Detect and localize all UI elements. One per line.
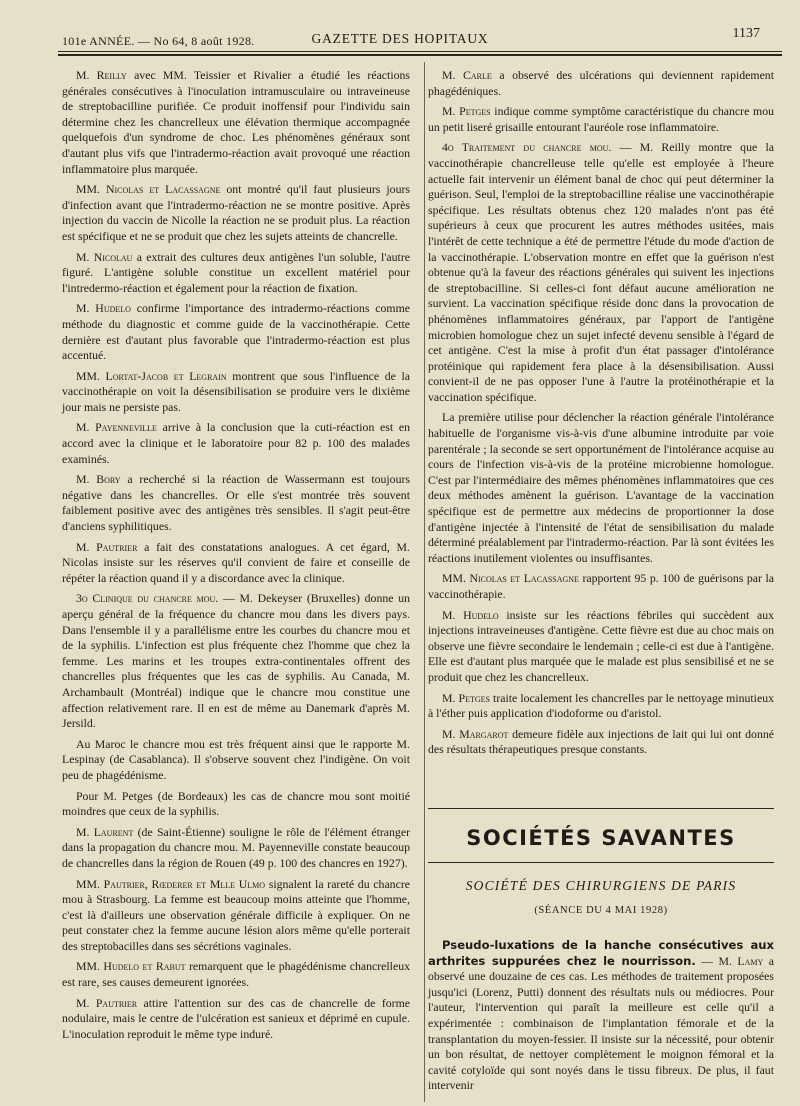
paragraph-text: a extrait des cultures deux antigènes l'un soluble, l'autre figuré. L'antigène soluble constitue un excellent matériel pour l'intredermo-réaction et également pour la réaction de fixation. bbox=[62, 249, 410, 295]
article-title: Pseudo-luxations de la hanche consécutives aux arthrites suppurées chez le nourrisson. bbox=[428, 938, 774, 968]
paragraph-lead: M. Nicolau bbox=[76, 249, 133, 264]
paragraph-text: insiste sur les réactions fébriles qui succèdent aux injections intraveineuses d'antigène. Cette fièvre est due au choc mais on observe une fièvre secondaire le lendemain ; celle-ci est due à l'antigène. Elle est d'autant plus marquée que le malade est plus sensibilisé et ne se produit que chez les chancrelleux. bbox=[428, 607, 774, 684]
paragraph-lead: M. Bory bbox=[76, 472, 121, 487]
paragraph-text: — M. Reilly montre que la vaccinothérapie chancrelleuse telle qu'elle est employée à l'heure actuelle fait intervenir un élément banal de choc qui peut déterminer la guérison. Seul, l'emploi de la streptobacilline réalise une vaccinothérapie spécifique. Les résultats obtenus chez 120 malades n'ont pas été supérieurs à ceux que procurent les autres méthodes usitées, mais l'intérêt de cette technique a été de permettre l'étude du mode d'action de la vaccinothérapie. L'observation montre en effet que la guérison n'est obtenue qu'à la faveur des réactions générales qui suivent les injections de streptobacilline. Si celles-ci font défaut aucune amélioration ne survient. La vaccination spécifique réside donc dans la provocation de phénomènes inflammatoires généraux, par l'apport de l'antigène microbien homologue chez un sujet infecté devenu sensible à l'égard de cet antigène. C'est la mise à profit d'un état passager d'intolérance protéinique qui rapidement fera place à la désensibilisation. Aussi convient-il de ne pas opposer l'une à l'autre la protéinothérapie et la vaccination spécifique. bbox=[428, 140, 774, 404]
paragraph-lead: M. Margarot bbox=[442, 726, 509, 741]
paragraph bbox=[62, 959, 410, 990]
page-header bbox=[0, 0, 800, 52]
journal-title: GAZETTE DES HOPITAUX bbox=[311, 31, 489, 46]
paragraph bbox=[62, 877, 410, 955]
section-title: SOCIÉTÉS SAVANTES bbox=[466, 826, 736, 850]
paragraph-text: confirme l'importance des intradermo-réactions comme méthode du diagnostic et comme guide de la vaccinothérapie. Cette dernière est d'autant plus favorable que l'intradermo-réaction est plus accentué. bbox=[62, 301, 410, 363]
paragraph-lead: M. Carle bbox=[442, 68, 492, 82]
paragraph bbox=[62, 996, 410, 1043]
paragraph-lead: M. Petges bbox=[442, 690, 490, 705]
paragraph-lead: M. Hudelo bbox=[76, 301, 131, 316]
paragraph-text: Au Maroc le chancre mou est très fréquent ainsi que le rapporte M. Lespinay (de Casablanca). Il s'observe souvent chez l'indigène. On voit peu de phagédénisme. bbox=[62, 736, 410, 782]
header-rule-double bbox=[58, 54, 782, 56]
paragraph-text: La première utilise pour déclencher la réaction générale l'intolérance habituelle de l'organisme vis-à-vis d'une albumine introduite par voie parentérale ; la seconde se sert opportunément de l'intolérance acquise au cours de l'infection vis-à-vis de la protéine microbienne homologue. C'est par l'intermédiaire des mêmes phénomènes inflammatoires que ces deux méthodes amènent la guérison. L'avantage de la vaccination spécifique est de permettre aux médecins de proportionner la dose d'antigène injectée à l'intensité de l'état de sensibilisation du malade déterminé préalablement par l'intradermo-réaction. Par là sont évitées les réactions inutilement violentes ou insuffisantes. bbox=[428, 410, 774, 565]
paragraph-text: a observé des ulcérations qui deviennent rapidement phagédéniques. bbox=[428, 68, 774, 98]
paragraph-lead: MM. Hudelo et Rabut bbox=[76, 959, 186, 974]
paragraph-text: (de Saint-Étienne) souligne le rôle de l'élément étranger dans la propagation du chancre mou. M. Payenneville constate beaucoup de chancrelles dans la région de Rouen (49 p. 100 des chancres en 1927). bbox=[62, 824, 410, 870]
paragraph bbox=[428, 410, 774, 566]
paragraph-lead: M. Pautrier bbox=[76, 995, 138, 1010]
paragraph bbox=[62, 369, 410, 416]
paragraph-lead: MM. Nicolas et Lacassagne bbox=[76, 182, 221, 197]
paragraph bbox=[428, 140, 774, 405]
paragraph bbox=[62, 420, 410, 467]
paragraph-text: — M. Dekeyser (Bruxelles) donne un aperçu général de la fréquence du chancre mou dans les divers pays. Dans l'ensemble il y a parallélisme entre les courbes du chancre mou et de la syphilis. L'infection est plus fréquente chez l'homme que chez la femme. Les marins et les troupes extra-continentales offrent des chancrelles plus fréquentes que les cas de syphilis. Au Canada, M. Archambault (Montréal) indique que le chancre mou constitue une affection relativement rare. Il en est de même au Danemark d'après M. Jersild. bbox=[62, 591, 410, 731]
paragraph bbox=[428, 691, 774, 722]
paragraph bbox=[62, 301, 410, 363]
paragraph-lead: 4o Traitement du chancre mou. bbox=[442, 140, 612, 155]
society-title: SOCIÉTÉ DES CHIRURGIENS DE PARIS bbox=[465, 878, 737, 893]
paragraph bbox=[62, 825, 410, 872]
paragraph bbox=[428, 68, 774, 99]
paragraph-text: signalent la rareté du chancre mou à Strasbourg. La femme est beaucoup moins atteinte que l'homme, c'est là d'ailleurs une observation générale difficile à expliquer. On ne peut constater chez la femme aucune lésion alors même qu'elle porterait des streptobacilles dans ses sécrétions vaginales. bbox=[62, 876, 410, 953]
paragraph-text: remarquent que le phagédénisme chancrelleux est rare, ses causes demeurent ignorées. bbox=[62, 959, 410, 990]
paragraph bbox=[62, 737, 410, 784]
paragraph-lead: M. Payenneville bbox=[76, 420, 157, 435]
paragraph-text: a recherché si la réaction de Wassermann est toujours négative dans les chancrelles. Or elle s'est montrée très souvent faiblement positive avec des antigènes très sensibles. Il s'agit peut-être d'anciens syphilitiques. bbox=[62, 472, 410, 534]
left-column bbox=[62, 68, 410, 1047]
paragraph bbox=[62, 789, 410, 820]
paragraph-lead: M. Hudelo bbox=[442, 607, 499, 622]
paragraph-text: arrive à la conclusion que la cuti-réaction est en accord avec la clinique et le laboratoire pour 82 p. 100 des malades examinés. bbox=[62, 420, 410, 466]
paragraph bbox=[62, 472, 410, 534]
paragraph-text: rapportent 95 p. 100 de guérisons par la vaccinothérapie. bbox=[428, 571, 774, 601]
paragraph bbox=[428, 608, 774, 686]
right-column bbox=[428, 68, 774, 763]
paragraph-lead: M. Petges bbox=[442, 104, 491, 119]
paragraph-text: indique comme symptôme caractéristique du chancre mou un petit liseré grisaille entourant l'auréole rose inflammatoire. bbox=[428, 104, 774, 134]
article bbox=[428, 938, 774, 1094]
paragraph-text: Pour M. Petges (de Bordeaux) les cas de chancre mou sont moitié moindres que ceux de la syphilis. bbox=[62, 788, 410, 819]
column-divider bbox=[424, 62, 425, 1102]
paragraph-lead: M. Laurent bbox=[76, 824, 134, 839]
header-rule bbox=[58, 51, 782, 52]
paragraph-text: a fait des constatations analogues. A cet égard, M. Nicolas insiste sur les réserves qu'il convient de faire et conseille de répéter la réaction quand il y a discordance avec la clinique. bbox=[62, 539, 410, 585]
paragraph bbox=[428, 727, 774, 758]
page-number: 1137 bbox=[732, 26, 760, 41]
paragraph-text: montrent que sous l'influence de la vaccinothérapie on voit la désensibilisation se produire vers le dixième jour mais ne persiste pas. bbox=[62, 368, 410, 414]
paragraph bbox=[62, 591, 410, 731]
issue-line: 101e ANNÉE. — No 64, 8 août 1928. bbox=[62, 34, 255, 48]
paragraph bbox=[62, 250, 410, 297]
paragraph-lead: MM. Lortat-Jacob et Legrain bbox=[76, 368, 227, 383]
paragraph bbox=[62, 68, 410, 177]
section-rule-bottom bbox=[428, 862, 774, 863]
paragraph-text: traite localement les chancrelles par le nettoyage minutieux à l'éther puis application d'iodoforme ou d'aristol. bbox=[428, 690, 774, 721]
paragraph-lead: M. Reilly bbox=[76, 68, 127, 82]
paragraph bbox=[62, 540, 410, 587]
paragraph-text: attire l'attention sur des cas de chancrelle de forme nodulaire, mais le centre de l'ulcération est sanieux et déprimé en cupule. L'inoculation reproduit le même type induré. bbox=[62, 995, 411, 1041]
paragraph bbox=[62, 182, 410, 244]
paragraph-text: avec MM. Teissier et Rivalier a étudié les réactions générales consécutives à l'inoculation intramusculaire ou intraveineuse de streptobacilline purifiée. Ce produit inoffensif pour l'individu sain détermine chez les chancrelleux une élévation thermique accompagnée quelquefois d'un syndrome de choc. Les phénomènes généraux sont d'autant plus vifs que l'intradermo-réaction avait provoqué une réaction inflammatoire plus marquée. bbox=[62, 68, 410, 176]
paragraph bbox=[428, 571, 774, 602]
paragraph-lead: M. Pautrier bbox=[76, 539, 138, 554]
article-paragraph bbox=[428, 938, 774, 1094]
section-rule-top bbox=[428, 808, 774, 809]
session-date: (SÉANCE DU 4 MAI 1928) bbox=[534, 905, 668, 916]
paragraph bbox=[428, 104, 774, 135]
article-text: a observé une douzaine de ces cas. Les méthodes de traitement proposées jusqu'ici (Lorenz, Putti) donnent des résultats nuls ou médiocres. Pour l'auteur, l'intervention qui paraît la meilleure est celle qu'il a expérimentée : combinaison de l'implantation fémorale et de la transplantation du moyen-fessier. Il insiste sur la nécessité, pour obtenir un bon résultat, de nettoyer complètement le moignon fémoral et la cavité cotyloïde qui sont noyés dans le tissu fibreux. De plus, il faut intervenir bbox=[428, 953, 774, 1093]
paragraph-text: ont montré qu'il faut plusieurs jours d'infection avant que l'intradermo-réaction ne se montre positive. Après injection du vaccin de Nicolle la réaction ne se produit plus. La réaction est spécifique et ne se produit que chez les sujets atteints de chancrelle. bbox=[62, 182, 410, 243]
paragraph-lead: MM. Nicolas et Lacassagne bbox=[442, 571, 579, 586]
paragraph-text: demeure fidèle aux injections de lait qui lui ont donné des résultats thérapeutiques presque constants. bbox=[428, 726, 774, 757]
paragraph-lead: 3o Clinique du chancre mou. bbox=[76, 591, 219, 606]
paragraph-lead: MM. Pautrier, Rœderer et Mlle Ulmo bbox=[76, 876, 266, 891]
article-author: — M. Lamy bbox=[695, 953, 764, 968]
